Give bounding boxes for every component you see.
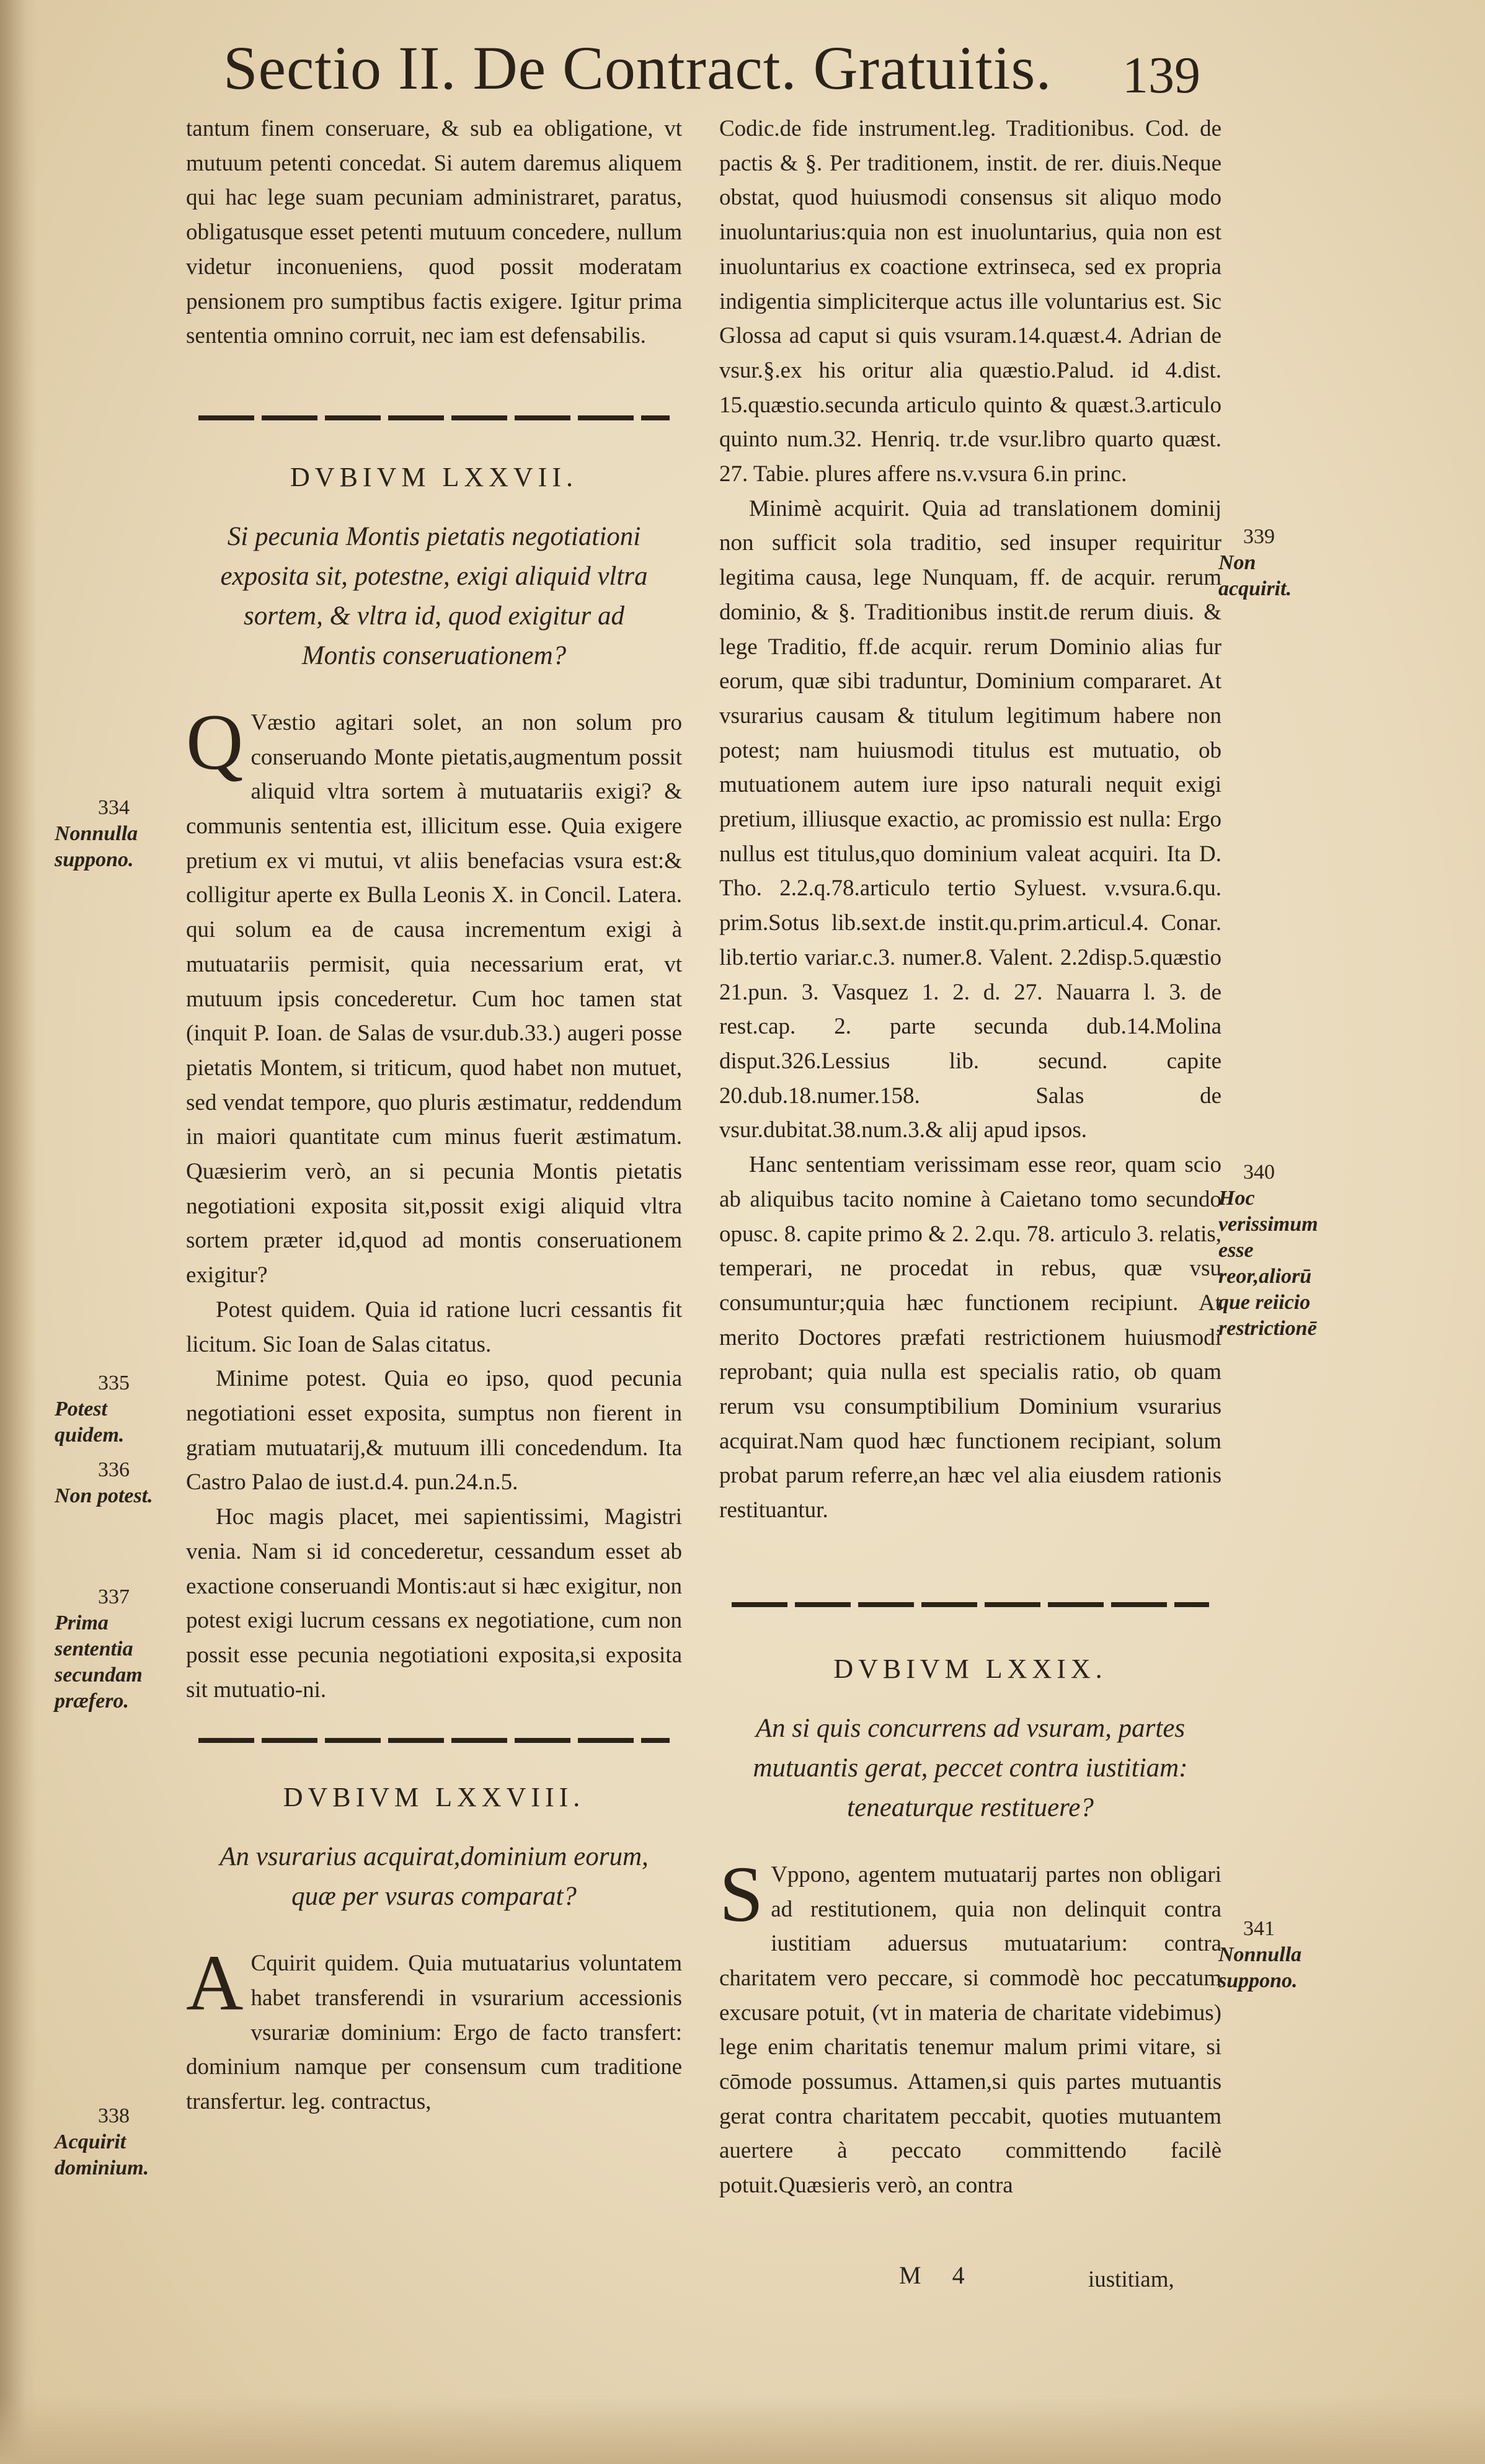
paragraph-337: Hoc magis placet, mei sapientissimi, Magistri venia. Nam si id concederetur, cessandum esset ab exactione conseruandi Montis:aut si hæc exigitur, non potest exigi lucrum cessans ex negotiatione, cum non possit esse pecunia negotiationi exposita,si exposita sit mutuatio-ni.: [186, 1504, 682, 1703]
margin-note-number: 335: [98, 1372, 130, 1394]
running-head: Sectio II. De Contract. Gratuitis.: [223, 33, 1052, 102]
catchword: iustitiam,: [1088, 2267, 1174, 2292]
drop-cap: S: [719, 1850, 764, 1938]
paragraph-336: Minime potest. Quia eo ipso, quod pecunia negotiationi esset exposita, sumptus non fierent in gratiam mutuatarij,& mutuum illi concedendum. Ita Castro Palao de iust.d.4. pun.24.n.5.: [186, 1366, 682, 1496]
paragraph-338: [186, 1939, 682, 2119]
section-divider: [732, 1602, 1209, 1607]
dubium-79-heading: DVBIVM LXXIX.: [833, 1653, 1107, 1684]
margin-note-text: Potest quidem.: [55, 1398, 125, 1447]
binding-shadow: [0, 0, 37, 2464]
dubium-79-question: An si quis concurrens ad vsuram, partes mutuantis gerat, peccet contra iustitiam: teneaturque restituere?: [753, 1713, 1188, 1822]
margin-note-number: 339: [1243, 525, 1275, 548]
paragraph-continuation: Codic.de fide instrument.leg. Traditionibus. Cod. de pactis & §. Per traditionem, instit. de rer. diuis.Neque obstat, quod huiusmodi consensus sit aliquo modo inuoluntarius:quia non est inuoluntarius, quia non est inuoluntarius ex coactione extrinseca, sed ex propria indigentia simpliciterque actus ille voluntarius est. Sic Glossa ad caput si quis vsuram.14.quæst.4. Adrian de vsur.§.ex his oritur alia quæstio.Palud. id 4.dist. 15.quæstio.secunda articulo quinto & quæst.3.articulo quinto num.32. Henriq. tr.de vsur.libro quarto quæst. 27. Tabie. plures affere ns.v.vsura 6.in princ.: [719, 116, 1221, 487]
margin-note-337: [55, 1584, 163, 1714]
margin-note-340: [1218, 1159, 1330, 1342]
margin-note-336: [55, 1457, 163, 1509]
margin-note-text: Hoc verissimum esse reor,aliorū que reiicio restrictionē: [1218, 1187, 1318, 1340]
margin-note-number: 340: [1243, 1161, 1275, 1184]
paragraph-338-text: Cquirit quidem. Quia mutuatarius voluntatem habet transferendi in vsurarium accessionis vsurariæ dominium: Ergo de facto transfert: dominium namque per consensum cum traditione transfertur. leg. contractus,: [186, 1951, 682, 2115]
drop-cap: Q: [186, 698, 244, 786]
margin-note-338: [55, 2103, 163, 2181]
margin-note-text: Non potest.: [55, 1484, 153, 1507]
margin-note-number: 337: [98, 1585, 130, 1608]
signature-mark: [899, 2260, 977, 2291]
margin-note-text: Acquirit dominium.: [55, 2130, 149, 2179]
paragraph-335: Potest quidem. Quia id ratione lucri cessantis fit licitum. Sic Ioan de Salas citatus.: [186, 1296, 682, 1357]
signature-letter: M: [899, 2261, 934, 2289]
margin-note-number: 334: [98, 796, 130, 819]
left-column: [186, 112, 682, 2119]
margin-note-335: [55, 1370, 163, 1448]
margin-note-text: Nonnulla suppono.: [55, 822, 138, 871]
signature-number: 4: [952, 2261, 977, 2289]
paragraph-340: Hanc sententiam verissimam esse reor, quam scio ab aliquibus tacito nomine à Caietano tomo secundo opusc. 8. capite primo & 2. 2.qu. 78. articulo 3. relatis, temperari, ne procedat in rebus, quæ vsu consumuntur;quia hæc functionem recipiunt. At merito Doctores præfati restrictionem huiusmodi reprobant; quia nulla est specialis ratio, ob quam rerum vsu consumptibilium Dominium vsurarius acquirat.Nam quod hæc functionem recipiant, solum probat parum referre,an hæc vel alia eiusdem rationis restituantur.: [719, 1152, 1221, 1523]
margin-note-text: Prima sententia secundam præfero.: [55, 1611, 143, 1713]
margin-note-text: Nonnulla suppono.: [1218, 1943, 1302, 1992]
section-divider: [198, 1738, 670, 1743]
page-number: 139: [1122, 47, 1200, 104]
margin-note-number: 341: [1243, 1917, 1275, 1940]
dubium-78-question: An vsurarius acquirat,dominium eorum, quæ per vsuras comparat?: [219, 1842, 649, 1912]
margin-note-334: [55, 795, 163, 873]
paragraph-341: [719, 1850, 1221, 2203]
dubium-78-heading: DVBIVM LXXVIII.: [283, 1782, 585, 1813]
margin-note-number: 338: [98, 2104, 130, 2127]
page-edge: [0, 2396, 1485, 2464]
margin-note-text: Non acquirit.: [1218, 551, 1292, 600]
section-divider: [198, 415, 670, 420]
paragraph-339: Minimè acquirit. Quia ad translationem dominij non sufficit sola traditio, sed insuper requiritur legitima causa, lege Nunquam, ff. de acquir. rerum dominio, & §. Traditionibus instit.de rerum diuis. & lege Traditio, ff.de acquir. rerum Dominio alias fur eorum, quæ sibi traduntur, Dominium compararet. At vsurarius causam & titulum legitimum habere non potest; nam huiusmodi titulus est mutuatio, ob mutuationem autem iure ipso naturali nequit exigi pretium, illiusque exactio, ac promissio est nulla: Ergo nullus est titulus,quo dominium valeat acquiri. Ita D. Tho. 2.2.q.78.articulo tertio Syluest. v.vsura.6.qu. prim.Sotus lib.sext.de instit.qu.prim.articul.4. Conar. lib.tertio variar.c.3. numer.8. Valent. 2.2disp.5.quæstio 21.pun. 3. Vasquez 1. 2. d. 27. Nauarra l. 3. de rest.cap. 2. parte secunda dub.14.Molina disput.326.Lessius lib. secund. capite 20.dub.18.numer.158. Salas de vsur.dubitat.38.num.3.& alij apud ipsos.: [719, 495, 1221, 1143]
paragraph-334-text: Væstio agitari solet, an non solum pro conseruando Monte pietatis,augmentum possit aliquid vltra sortem à mutuatariis exigi? & communis sententia est, illicitum esse. Quia exigere pretium ex vi mutui, vt aliis benefacias vsura est:& colligitur aperte ex Bulla Leonis X. in Concil. Latera. qui solum ea de causa incrementum exigi à mutuatariis permisit, quia necessarium erat, vt mutuum ipsis concederetur. Cum hoc tamen stat (inquit P. Ioan. de Salas de vsur.dub.33.) augeri posse pietatis Montem, si triticum, quod habet non mutuet, sed vendat tempore, quo pluris æstimatur, reddendum in maiori quantitate cum minus fuerit æstimatum. Quæsierim verò, an si pecunia Montis pietatis negotiationi exposita sit,possit exigi aliquid vltra sortem præter id,quod ad montis conseruationem exigitur?: [186, 709, 682, 1288]
paragraph-continuation: tantum finem conseruare, & sub ea obligatione, vt mutuum petenti concedat. Si autem daremus aliquem qui hac lege suam pecuniam administraret, paratus, obligatusque esset petenti mutuum concedere, nullum videtur inconueniens, quod possit moderatam pensionem pro sumptibus factis exigere. Igitur prima sententia omnino corruit, nec iam est defensabilis.: [186, 116, 682, 349]
margin-note-number: 336: [98, 1458, 130, 1481]
dubium-77-heading: DVBIVM LXXVII.: [290, 461, 578, 492]
dubium-77-question: Si pecunia Montis pietatis negotiationi exposita sit, potestne, exigi aliquid vltra sortem, & vltra id, quod exigitur ad Montis conseruationem?: [220, 521, 648, 670]
margin-note-341: [1218, 1916, 1330, 1994]
paragraph-341-text: Vppono, agentem mutuatarij partes non obligari ad restitutionem, quia non delinquit contra iustitiam aduersus mutuatarium: contra charitatem vero peccare, si commodè hoc peccatum excusare potuit, (vt in materia de charitate videbimus) lege enim charitatis tenemur malum primi vitare, si cōmode possumus. Attamen,si quis partes mutuantis gerat contra charitatem peccabit, quoties mutuantem auertere à peccato committendo facilè potuit.Quæsieris verò, an contra: [719, 1861, 1221, 2199]
margin-note-339: [1218, 524, 1330, 602]
drop-cap: A: [186, 1939, 244, 2027]
paragraph-334: [186, 698, 682, 1293]
right-column: [719, 112, 1221, 2203]
